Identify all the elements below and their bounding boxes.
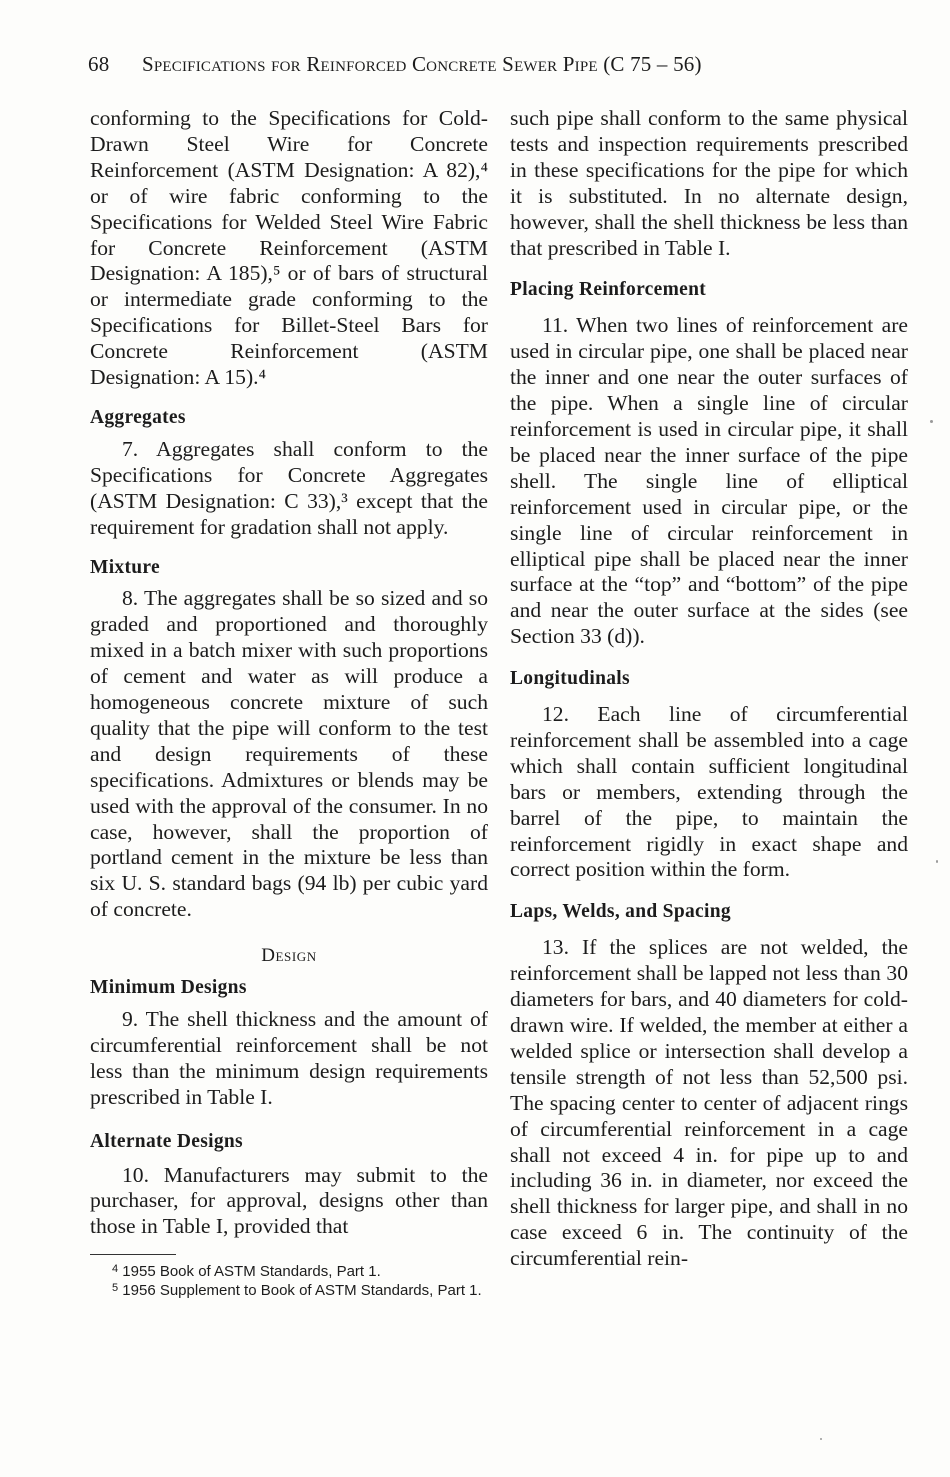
paragraph-13: 13. If the splices are not welded, the reinforcement shall be lapped not less than 30 diameters for bars, and 40 diameters for cold-drawn wire. If welded, the member at either a welded splice or intersection shall develop a tensile strength of not less than 52,500 psi. The spacing center to center of adjacent rings of circumferential reinforcement in a cage shall not exceed 4 in. for pipe up to and including 36 in. in diameter, nor exceed the shell thickness for larger pipe, and shall in no case exceed 6 in. The continuity of the circumferential rein- [510, 935, 908, 1271]
footnote-4-number: 4 [112, 1263, 119, 1276]
scan-speck [936, 860, 938, 863]
paragraph-continued-right: such pipe shall conform to the same physical tests and inspection requirements prescribed in these specifications for the pipe for which it is substituted. In no alternate design, however, shall the shell thickness be less than that prescribed in Table I. [510, 106, 908, 260]
paragraph-11: 11. When two lines of reinforcement are used in circular pipe, one shall be placed near the inner and one near the outer surfaces of the pipe. When a single line of circular reinforcement is used in circular pipe, it shall be placed near the inner surface of the pipe shell. The single line of elliptical reinforcement used in circular pipe, or the single line of circular reinforcement in elliptical pipe shall be placed near the inner surface at the “top” and “bottom” of the pipe and near the outer surface at the sides (see Section 33 (d)). [510, 313, 908, 649]
footnote-4 [90, 1261, 488, 1280]
paragraph-12: 12. Each line of circumferential reinforcement shall be assembled into a cage which shall contain sufficient longitudinal bars or members, extending through the barrel of the pipe, to maintain the reinforcement rigidly in exact shape and correct position within the form. [510, 702, 908, 882]
footnote-5-number: 5 [112, 1282, 119, 1295]
section-heading-design: Design [261, 945, 317, 967]
footnote-4-text: 1955 Book of ASTM Standards, Part 1. [122, 1263, 381, 1281]
scan-speck [820, 1438, 822, 1440]
heading-alternate-designs: Alternate Designs [90, 1130, 243, 1152]
footnote-5 [90, 1280, 488, 1299]
scan-speck [930, 420, 933, 423]
page-number: 68 [88, 52, 110, 76]
heading-longitudinals: Longitudinals [510, 668, 630, 690]
running-title: Specifications for Reinforced Concrete Sewer Pipe (C 75 – 56) [142, 52, 702, 76]
running-header [88, 52, 878, 77]
paragraph-8: 8. The aggregates shall be so sized and so graded and proportioned and thoroughly mixed in a batch mixer with such proportions of cement and water as will produce a homogeneous concrete mixture of such quality that the pipe will conform to the test and design requirements of these specifications. Admixtures or blends may be used with the approval of the consumer. In no case, however, shall the proportion of portland cement in the mixture be less than six U. S. standard bags (94 lb) per cubic yard of concrete. [90, 586, 488, 922]
footnote-5-text: 1956 Supplement to Book of ASTM Standards, Part 1. [122, 1282, 482, 1300]
right-column [510, 106, 908, 1272]
paragraph-continued: conforming to the Specifications for Cold-Drawn Steel Wire for Concrete Reinforcement (ASTM Designation: A 82),⁴ or of wire fabric conforming to the Specifications for Welded Steel Wire Fabric for Concrete Reinforcement (ASTM Designation: A 185),⁵ or of bars of structural or intermediate grade conforming to the Specifications for Billet-Steel Bars for Concrete Reinforcement (ASTM Designation: A 15).⁴ [90, 106, 488, 390]
paragraph-10: 10. Manufacturers may submit to the purchaser, for approval, designs other than those in Table I, provided that [90, 1162, 488, 1239]
heading-aggregates: Aggregates [90, 406, 186, 428]
heading-minimum-designs: Minimum Designs [90, 977, 247, 999]
heading-mixture: Mixture [90, 556, 160, 578]
heading-placing-reinforcement: Placing Reinforcement [510, 279, 707, 301]
left-column [90, 106, 488, 1299]
heading-laps-welds-spacing: Laps, Welds, and Spacing [510, 901, 731, 923]
paragraph-9: 9. The shell thickness and the amount of circumferential reinforcement shall be not less than the minimum design requirements prescribed in Table I. [90, 1007, 488, 1109]
paragraph-7: 7. Aggregates shall conform to the Specifications for Concrete Aggregates (ASTM Designation: C 33),³ except that the requirement for gradation shall not apply. [90, 436, 488, 539]
footnote-rule [90, 1254, 176, 1255]
